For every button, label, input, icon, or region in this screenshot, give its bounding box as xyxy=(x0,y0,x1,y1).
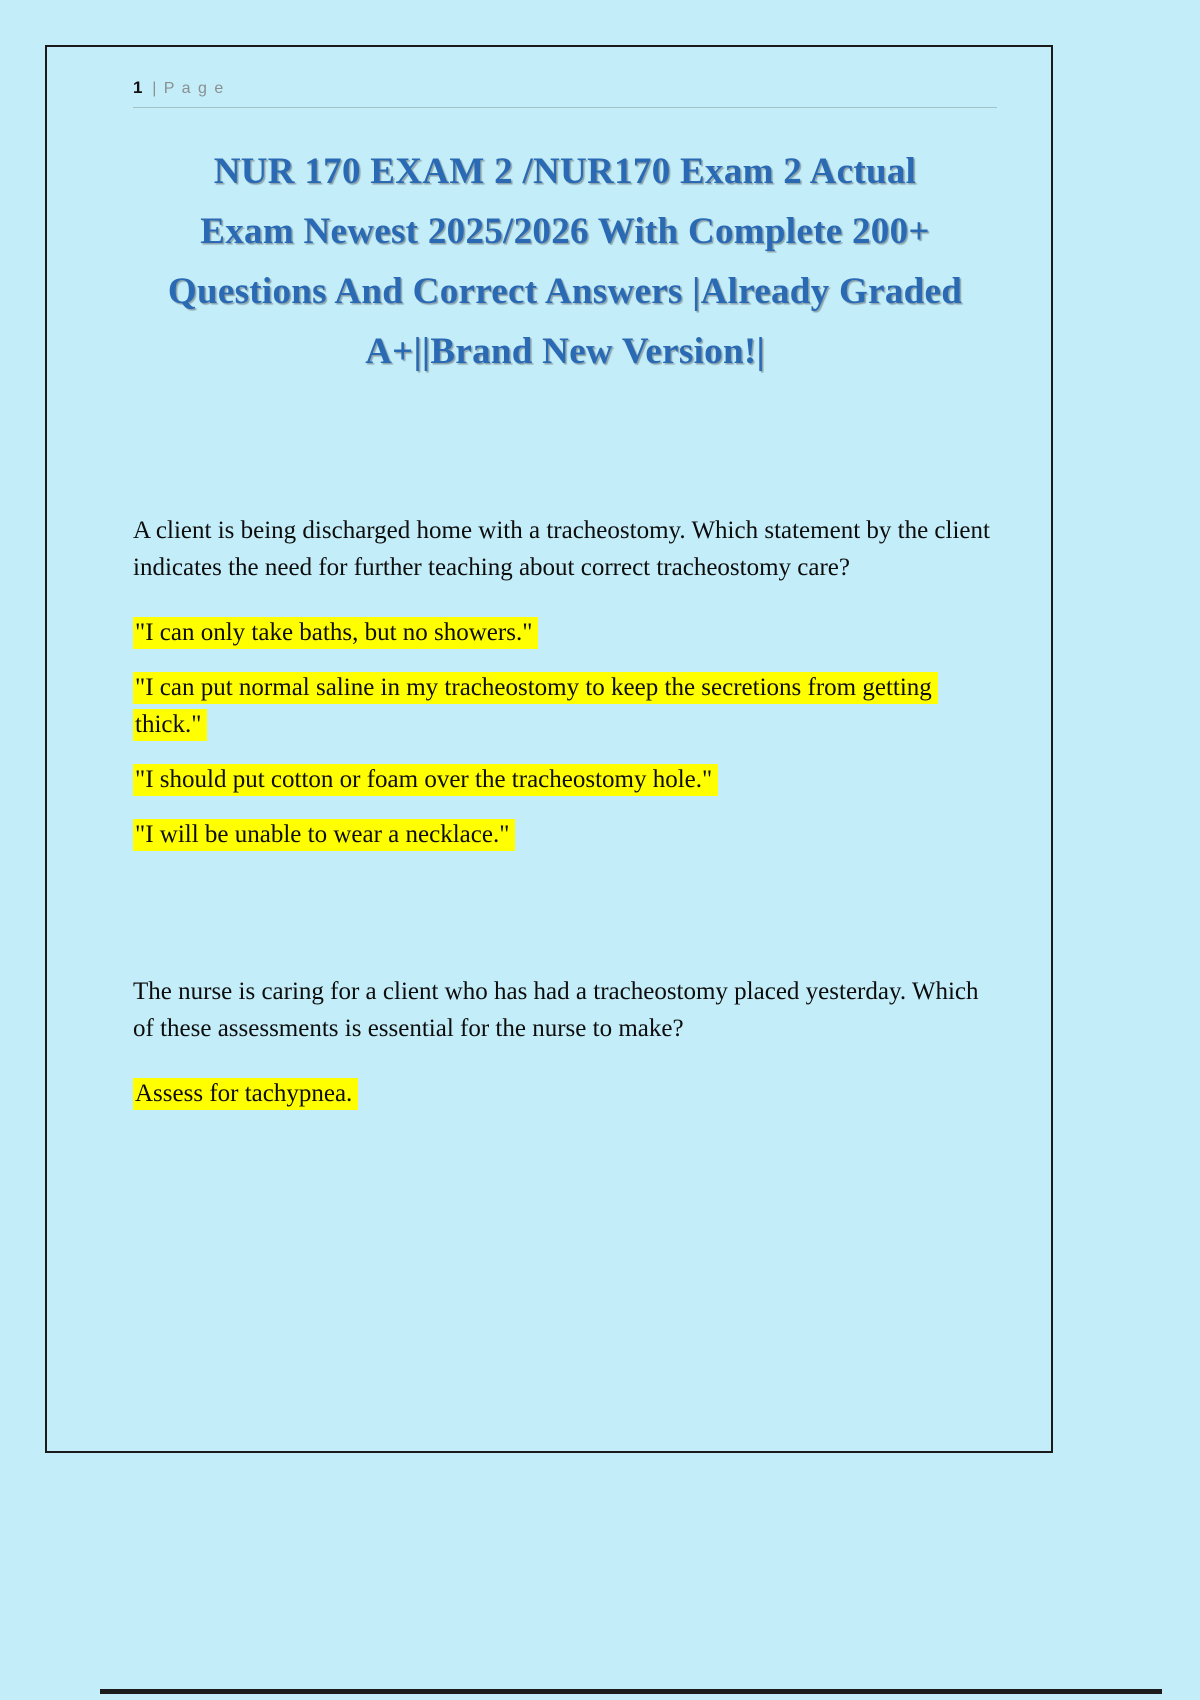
title-line: A+||Brand New Version!| xyxy=(365,331,765,372)
page-header xyxy=(133,77,997,100)
answer-line xyxy=(133,1075,997,1112)
highlighted-answer: Assess for tachypnea. xyxy=(133,1078,358,1110)
question-block xyxy=(133,973,997,1112)
page-content xyxy=(47,47,1051,1112)
highlighted-answer: "I can only take baths, but no showers." xyxy=(133,617,538,649)
answer-line xyxy=(133,761,997,798)
title-line: NUR 170 EXAM 2 /NUR170 Exam 2 Actual xyxy=(213,151,917,192)
answer-line xyxy=(133,816,997,853)
question-block xyxy=(133,512,997,853)
title-line: Questions And Correct Answers |Already Graded xyxy=(167,271,963,312)
header-rule xyxy=(133,107,997,108)
answer-line xyxy=(133,669,997,743)
next-page-top-border xyxy=(100,1689,1162,1694)
question-text: The nurse is caring for a client who has had a tracheostomy placed yesterday. Which of these assessments is essential for the nurse to make? xyxy=(133,978,979,1042)
page-label: | P a g e xyxy=(152,80,225,97)
answer-line xyxy=(133,614,997,651)
document-page xyxy=(45,45,1053,1453)
page-number: 1 xyxy=(133,78,143,97)
highlighted-answer: "I can put normal saline in my tracheostomy to keep the secretions from getting thick." xyxy=(133,672,938,741)
title-line: Exam Newest 2025/2026 With Complete 200+ xyxy=(200,211,930,252)
highlighted-answer: "I will be unable to wear a necklace." xyxy=(133,819,515,851)
document-title xyxy=(133,142,997,382)
highlighted-answer: "I should put cotton or foam over the tracheostomy hole." xyxy=(133,764,718,796)
question-text: A client is being discharged home with a tracheostomy. Which statement by the client indicates the need for further teaching about correct tracheostomy care? xyxy=(133,517,990,581)
